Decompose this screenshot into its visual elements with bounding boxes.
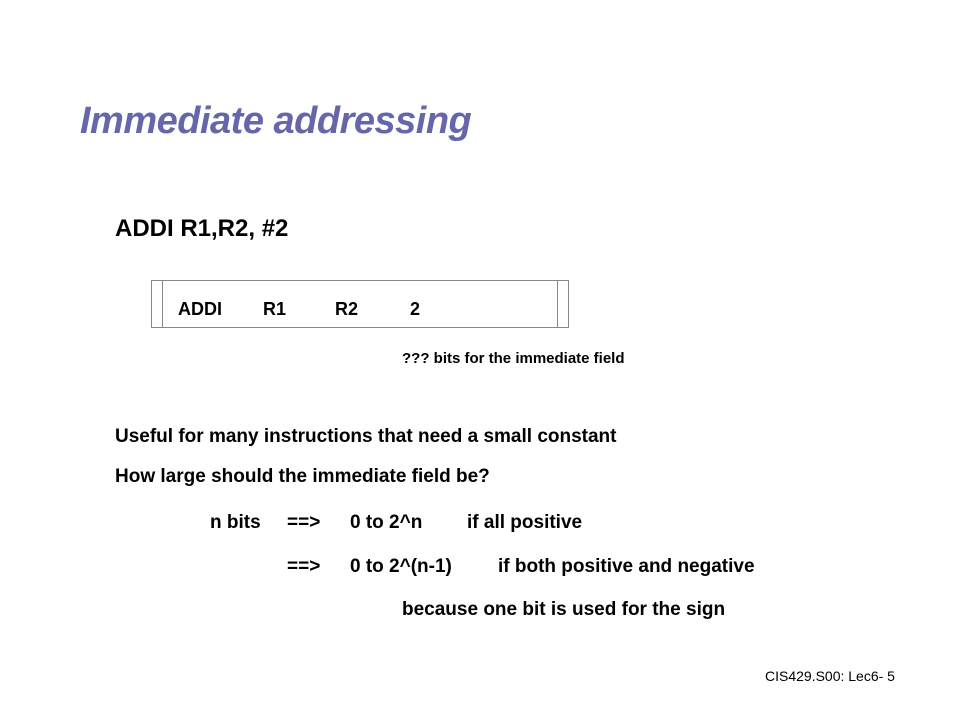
format-field-opcode: ADDI xyxy=(178,299,222,319)
format-field-rs: R2 xyxy=(335,299,359,319)
slide-footer: CIS429.S00: Lec6- 5 xyxy=(765,668,895,684)
range-label: n bits xyxy=(210,512,261,533)
format-field-immediate: 2 xyxy=(410,299,421,319)
range-condition-2: if both positive and negative xyxy=(498,556,755,577)
range-value-2: 0 to 2^(n-1) xyxy=(350,556,452,577)
range-arrow-2: ==> xyxy=(287,556,321,577)
range-value-1: 0 to 2^n xyxy=(350,512,423,533)
immediate-field-note: ??? bits for the immediate field xyxy=(402,350,625,367)
instruction-example: ADDI R1,R2, #2 xyxy=(115,215,289,242)
sign-bit-explanation: because one bit is used for the sign xyxy=(402,599,726,620)
range-condition-1: if all positive xyxy=(467,512,583,533)
format-left-divider xyxy=(162,280,163,328)
format-field-rd: R1 xyxy=(263,299,287,319)
slide-title: Immediate addressing xyxy=(80,100,472,142)
range-arrow-1: ==> xyxy=(287,512,321,533)
body-line-useful: Useful for many instructions that need a small constant xyxy=(115,426,617,447)
format-right-divider xyxy=(557,280,558,328)
body-line-question: How large should the immediate field be? xyxy=(115,466,490,487)
